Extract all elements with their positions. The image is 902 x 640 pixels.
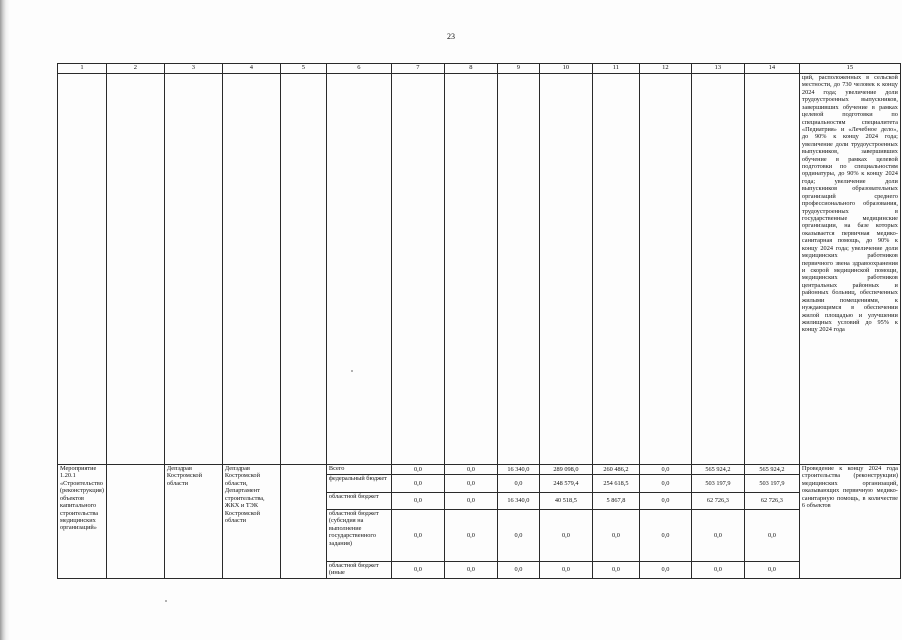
funding-value: 0,0 xyxy=(592,510,639,562)
measure-participants: Депздрав Костромской области, Департамент строительства, ЖКХ и ТЭК Костромской области xyxy=(222,465,280,579)
funding-value: 0,0 xyxy=(444,493,497,510)
funding-value: 565 924,2 xyxy=(744,465,799,475)
measure-col2 xyxy=(106,465,164,579)
col-number: 8 xyxy=(444,64,497,74)
funding-value: 503 197,9 xyxy=(691,475,744,493)
col-number: 6 xyxy=(326,64,391,74)
col-number: 12 xyxy=(639,64,691,74)
page-number: 23 xyxy=(447,32,455,41)
col-number: 14 xyxy=(744,64,799,74)
funding-value: 0,0 xyxy=(391,562,444,579)
funding-value: 0,0 xyxy=(444,475,497,493)
scan-speck xyxy=(165,600,167,602)
funding-value: 0,0 xyxy=(639,465,691,475)
col-number: 3 xyxy=(164,64,222,74)
measure-executor: Депздрав Костромской области xyxy=(164,465,222,579)
funding-row-total xyxy=(58,465,901,475)
funding-value: 16 340,0 xyxy=(497,493,539,510)
funding-value: 0,0 xyxy=(497,475,539,493)
col-number: 4 xyxy=(222,64,280,74)
funding-value: 503 197,9 xyxy=(744,475,799,493)
scan-page-edge xyxy=(0,0,14,640)
funding-value: 0,0 xyxy=(639,493,691,510)
col-number: 7 xyxy=(391,64,444,74)
funding-value: 0,0 xyxy=(497,510,539,562)
funding-value: 0,0 xyxy=(391,493,444,510)
funding-value: 16 340,0 xyxy=(497,465,539,475)
funding-source: Всего xyxy=(326,465,391,475)
col-number: 9 xyxy=(497,64,539,74)
funding-value: 0,0 xyxy=(744,562,799,579)
expected-result-continued: ций, расположенных в сельской местности, до 730 человек к концу 2024 года; увеличение доли трудоустроенных выпускников, завершивших обучение в рамках целевой подготовки по специальностям специалитета «Педиатрия» и «Лечебное дело», до 90% к концу 2024 года; увеличение доли трудоустроенных выпускников, завершивших обучение в рамках целевой подготовки по специальностям ординатуры, до 90% к концу 2024 года; увеличение доли выпускников образовательных организаций среднего профессионального образования, трудоустроенных в государственные медицинские организации, на базе которых оказывается первичная медико-санитарная помощь, до 90% к концу 2024 года; увеличение доли медицинских работников первичного звена здравоохранения и скорой медицинской помощи, медицинских работников центральных районных и районных больниц, обеспеченных жилыми помещениями, к нуждающимся в обеспечении жилой площадью и улучшении жилищных условий до 95% к концу 2024 года xyxy=(799,74,900,465)
funding-value: 5 867,8 xyxy=(592,493,639,510)
col-number: 1 xyxy=(58,64,107,74)
col-number: 5 xyxy=(280,64,326,74)
column-number-row xyxy=(58,64,901,74)
funding-value: 62 726,3 xyxy=(744,493,799,510)
funding-value: 0,0 xyxy=(639,510,691,562)
funding-source: областной бюджет xyxy=(326,493,391,510)
funding-value: 254 618,5 xyxy=(592,475,639,493)
measure-col5 xyxy=(280,465,326,579)
funding-value: 0,0 xyxy=(539,562,592,579)
funding-value: 0,0 xyxy=(539,510,592,562)
funding-value: 260 486,2 xyxy=(592,465,639,475)
funding-value: 40 518,5 xyxy=(539,493,592,510)
funding-source: областной бюджет (иные xyxy=(326,562,391,579)
funding-value: 0,0 xyxy=(444,510,497,562)
funding-value: 0,0 xyxy=(391,465,444,475)
program-measures-table xyxy=(57,63,901,579)
funding-value: 289 098,0 xyxy=(539,465,592,475)
measure-expected-result: Проведение к концу 2024 года строительства (реконструкции) медицинских организаций, оказывающих первичную медико-санитарную помощь, в количестве 6 объектов xyxy=(799,465,900,579)
funding-value: 0,0 xyxy=(592,562,639,579)
continued-row xyxy=(58,74,901,465)
funding-value: 0,0 xyxy=(744,510,799,562)
col-number: 2 xyxy=(106,64,164,74)
funding-value: 0,0 xyxy=(497,562,539,579)
funding-value: 248 579,4 xyxy=(539,475,592,493)
col-number: 10 xyxy=(539,64,592,74)
funding-value: 0,0 xyxy=(444,465,497,475)
funding-value: 565 924,2 xyxy=(691,465,744,475)
funding-value: 62 726,3 xyxy=(691,493,744,510)
funding-value: 0,0 xyxy=(391,475,444,493)
funding-value: 0,0 xyxy=(691,562,744,579)
funding-source: федеральный бюджет xyxy=(326,475,391,493)
funding-value: 0,0 xyxy=(691,510,744,562)
funding-source: областной бюджет (субсидия на выполнение государственного задания) xyxy=(326,510,391,562)
col-number: 15 xyxy=(799,64,900,74)
measure-name: Мероприятие 1.20.1 «Строительство (реконструкция) объектов капитального строительства медицинских организаций» xyxy=(58,465,107,579)
funding-value: 0,0 xyxy=(639,562,691,579)
funding-value: 0,0 xyxy=(391,510,444,562)
funding-value: 0,0 xyxy=(444,562,497,579)
funding-value: 0,0 xyxy=(639,475,691,493)
col-number: 11 xyxy=(592,64,639,74)
col-number: 13 xyxy=(691,64,744,74)
